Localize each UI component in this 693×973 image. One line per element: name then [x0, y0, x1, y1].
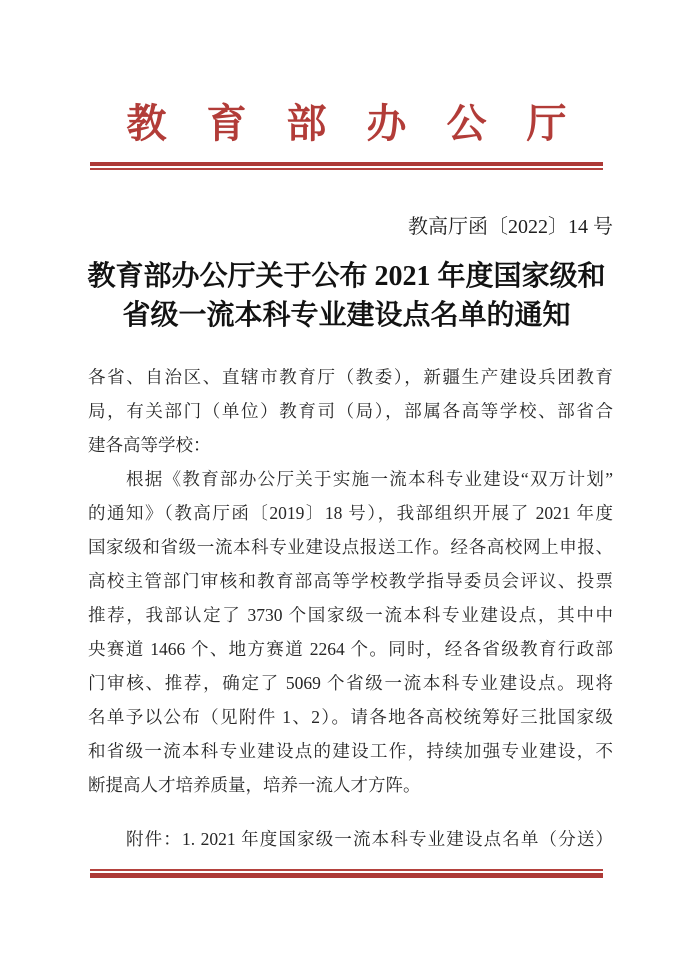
notice-body — [88, 360, 613, 802]
header-rule-thin-bar — [90, 168, 603, 170]
body-line: 和省级一流本科专业建设点的建设工作，持续加强专业建设，不 — [88, 741, 613, 761]
body-line: 国家级和省级一流本科专业建设点报送工作。经各高校网上申报、 — [88, 537, 613, 557]
footer-divider-rule — [90, 869, 603, 878]
body-line: 推荐，我部认定了 3730 个国家级一流本科专业建设点，其中中 — [88, 605, 613, 625]
body-line: 门审核、推荐，确定了 5069 个省级一流本科专业建设点。现将 — [88, 673, 613, 693]
notice-title — [0, 257, 693, 335]
body-line: 局，有关部门（单位）教育司（局），部属各高等学校、部省合 — [88, 401, 613, 421]
body-line: 的通知》（教高厅函〔2019〕18 号），我部组织开展了 2021 年度 — [88, 503, 613, 523]
body-line: 各省、自治区、直辖市教育厅（教委），新疆生产建设兵团教育 — [88, 367, 613, 387]
body-line: 名单予以公布（见附件 1、2）。请各地各高校统筹好三批国家级 — [88, 707, 613, 727]
footer-rule-thin-bar — [90, 869, 603, 871]
header-divider-rule — [90, 162, 603, 170]
footer-rule-thick-bar — [90, 873, 603, 878]
notice-title-line-2: 省级一流本科专业建设点名单的通知 — [122, 300, 571, 331]
body-line: 高校主管部门审核和教育部高等学校教学指导委员会评议、投票 — [88, 571, 613, 591]
agency-header-title: 教育部办公厅 — [126, 101, 607, 146]
body-line: 根据《教育部办公厅关于实施一流本科专业建设“双万计划” — [126, 469, 613, 489]
body-line: 建各高等学校： — [88, 435, 211, 455]
notice-title-line-1: 教育部办公厅关于公布 2021 年度国家级和 — [87, 261, 606, 292]
attachment-reference: 附件：1. 2021 年度国家级一流本科专业建设点名单（分送） — [126, 829, 613, 849]
header-rule-thick-bar — [90, 162, 603, 166]
body-line: 断提高人才培养质量，培养一流人才方阵。 — [88, 775, 421, 795]
document-reference-number: 教高厅函〔2022〕14 号 — [408, 216, 613, 238]
body-line: 央赛道 1466 个、地方赛道 2264 个。同时，经各省级教育行政部 — [88, 639, 613, 659]
